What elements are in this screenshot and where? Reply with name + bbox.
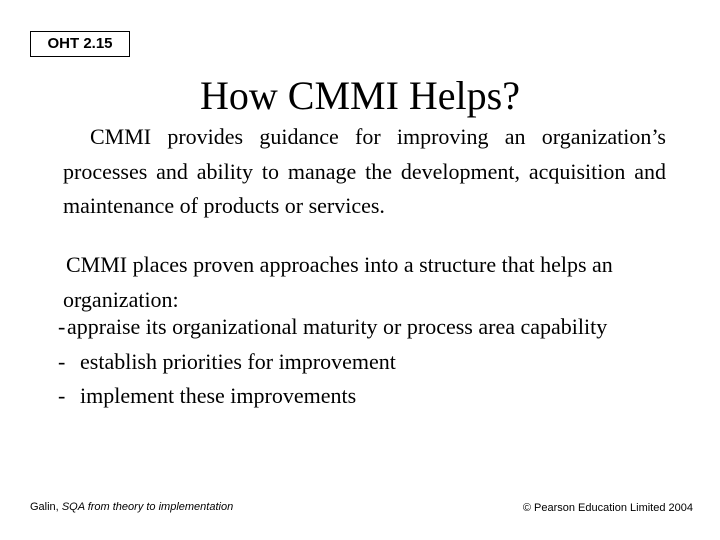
body-paragraph-guidance: CMMI provides guidance for improving an organization’s processes and ability to manage the development, acquisition and maintenance of products or services. bbox=[63, 124, 666, 218]
dash-marker: - bbox=[58, 314, 66, 339]
footer-copyright: © Pearson Education Limited 2004 bbox=[522, 502, 693, 514]
list-item-text: appraise its organizational maturity or process area capability bbox=[67, 314, 608, 339]
list-item-text: establish priorities for improvement bbox=[80, 348, 396, 374]
footer-book-title: SQA from theory to implementation bbox=[61, 501, 234, 513]
improvement-list bbox=[58, 310, 678, 414]
dash-marker: - bbox=[58, 383, 66, 408]
list-item bbox=[58, 310, 678, 345]
body-paragraph-structure bbox=[63, 248, 673, 317]
list-item bbox=[58, 379, 678, 414]
footer-citation bbox=[30, 500, 233, 514]
slide-number-badge: OHT 2.15 bbox=[30, 31, 130, 57]
structure-lead-text: CMMI places proven approaches into a structure that helps an organization: bbox=[63, 252, 613, 312]
list-item-text: implement these improvements bbox=[80, 383, 357, 408]
slide-title: How CMMI Helps? bbox=[200, 73, 520, 118]
dash-marker: - bbox=[58, 348, 66, 374]
list-item bbox=[58, 345, 678, 380]
footer-author: Galin, bbox=[30, 501, 59, 513]
